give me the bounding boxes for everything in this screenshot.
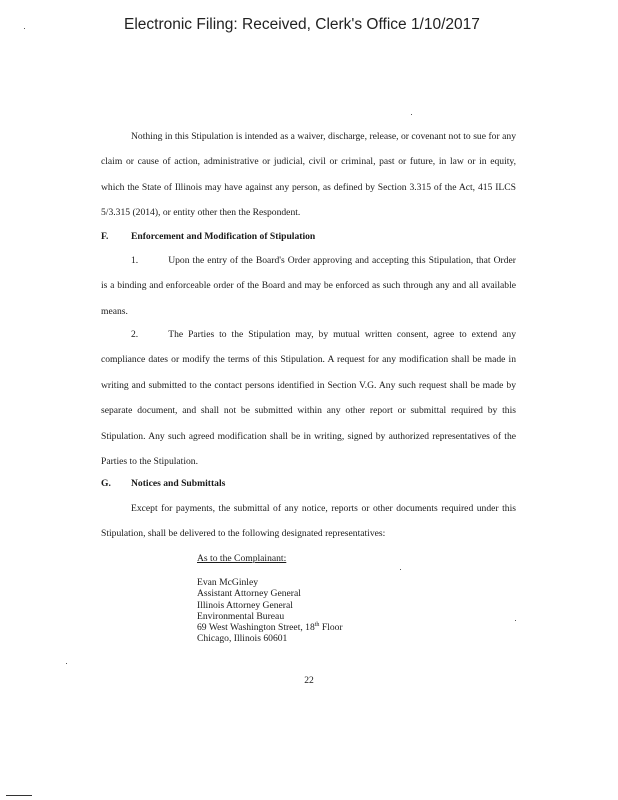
scan-edge-mark (6, 795, 32, 796)
section-f-item-2-text: The Parties to the Stipulation may, by mutual written consent, agree to extend any compliance dates or modify the terms of this Stipulation. A request for any modification shall be made in writing and submitted to the contact persons identified in Section V.G. Any such request shall be made by separate document, and shall not be submitted within any other report or submittal required by this Stipulation. Any such agreed modification shall be in writing, signed by authorized representatives of the Parties to the Stipulation. (101, 329, 516, 468)
section-g-letter: G. (101, 478, 111, 489)
section-f-item-2 (101, 322, 516, 474)
scan-speck (411, 114, 412, 115)
section-f-title: Enforcement and Modification of Stipulation (131, 231, 316, 242)
scan-speck (400, 569, 401, 570)
street-ordinal-suffix: th (314, 621, 320, 628)
street-suffix: Floor (319, 622, 343, 634)
intro-paragraph: Nothing in this Stipulation is intended as a waiver, discharge, release, or covenant not to sue for any claim or cause of action, administrative or judicial, civil or criminal, past or future, in law or in equity, which the State of Illinois may have against any person, as defined by Section 3.315 of the Act, 415 ILCS 5/3.315 (2014), or entity other then the Respondent. (101, 131, 516, 219)
section-g-heading (101, 478, 225, 489)
section-f-item-1-number: 1. (131, 255, 139, 266)
scan-speck (515, 620, 516, 621)
section-f-item-1-text: Upon the entry of the Board's Order approving and accepting this Stipulation, that Order is a binding and enforceable order of the Board and may be enforced as such through any and all available means. (101, 255, 516, 317)
street-prefix: 69 West Washington Street, 18 (197, 622, 315, 634)
address-street (197, 622, 343, 633)
section-f-letter: F. (101, 231, 109, 242)
section-f-item-2-number: 2. (131, 329, 139, 340)
address-line: Illinois Attorney General (197, 599, 293, 611)
address-block (197, 553, 343, 644)
section-f-heading (101, 231, 315, 242)
page-number (0, 675, 618, 686)
section-g-paragraph: Except for payments, the submittal of any notice, reports or other documents required under this Stipulation, shall be delivered to the following designated representatives: (101, 503, 516, 540)
section-g-title: Notices and Submittals (131, 478, 226, 489)
scan-speck (66, 663, 67, 664)
address-line: Evan McGinley (197, 577, 259, 589)
section-f-item-1 (101, 248, 516, 324)
address-heading: As to the Complainant: (197, 553, 287, 564)
page-number-text: 22 (304, 675, 314, 686)
filing-stamp-header: Electronic Filing: Received, Clerk's Office 1/10/2017 (124, 16, 480, 33)
address-line: Environmental Bureau (197, 610, 285, 622)
scan-speck (24, 28, 25, 29)
address-city: Chicago, Illinois 60601 (197, 633, 288, 645)
address-line: Assistant Attorney General (197, 588, 301, 600)
